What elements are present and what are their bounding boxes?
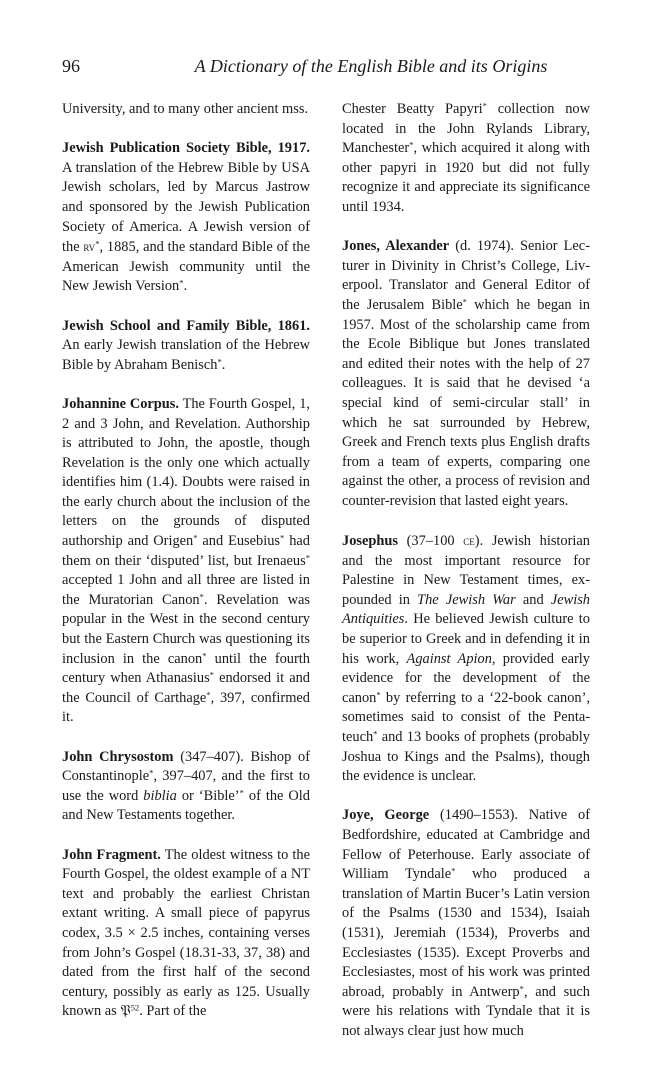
entry-continuation: Chester Beatty Papyri* collection now located in the John Rylands Library, Manchester*, which acquired it along with other papyri in 1920 but did not fully recognize it and appreciate its significance until 1934. (342, 100, 590, 215)
entry-continuation: University, and to many other ancient mss. (62, 101, 309, 117)
entry-josephus: Josephus (37–100 ce). Jewish historian and the most important resource for Palestine in New Testament times, expounded in The Jewish War and Jewish Antiquities. He believed Jewish culture to be superior to Greek and in defending it in his work, Against Apion, provided early evidence for the development of the canon* by referring to a ‘22-book canon’, sometimes said to consist of the Pentateuch* and 13 books of prophets (probably Joshua to Kings and the Psalms), though the evidence is unclear. (342, 533, 590, 785)
entry-headword: Jewish Publication Society Bible, 1917. (62, 140, 310, 157)
entry-jones-alexander: Jones, Alexander (d. 1974). Senior Lecturer in Divinity in Christ’s College, Liverpool. Translator and General Editor of the Jerusalem Bible* which he began in 1957. Most of the scholarship came from the Ecole Biblique but Jones translated and edited their notes with the help of 27 colleagues. It is said that he devised ‘a special kind of semi-circular stall’ in which he sat surrounded by Hebrew, Greek and French texts plus English drafts from a team of experts, comparing one against the other, a process of revision and counter-revision that lasted eight years. (342, 238, 591, 509)
page-header (62, 56, 588, 80)
entry-jewish-publication-society-bible: Jewish Publication Society Bible, 1917. A translation of the Hebrew Bible by USA Jewish scholars, led by Marcus Jastrow and sponsored by the Jewish Publication Society of America. A Jewish version of the rv*, 1885, and the standard Bible of the American Jewish community until the New Jewish Version*. (62, 140, 310, 295)
right-column (342, 100, 590, 1061)
entry-headword: Josephus (342, 533, 398, 550)
entry-john-chrysostom: John Chrysostom (347–407). Bishop of Constantinople*, 397–407, and the first to use the word biblia or ‘Bible’* of the Old and New Testaments together. (62, 748, 310, 824)
entry-headword: John Chrysostom (62, 748, 174, 765)
entry-headword: Jones, Alexander (342, 238, 450, 255)
page-number: 96 (62, 56, 80, 76)
entry-joye-george: Joye, George (1490–1553). Native of Bedfordshire, educated at Cambridge and Fellow of Peterhouse. Early associate of William Tyndale* who produced a translation of Martin Bucer’s Latin version of the Psalms (1530 and 1534), Isaiah (1531), Jeremiah (1534), Proverbs and Ecclesiastes (1535). Except Proverbs and Ecclesiastes, most of his work was printed abroad, probably in Antwerp*, and such were his relations with Tyndale that it is not always clear just how much (342, 807, 590, 1039)
entry-headword: John Fragment. (62, 846, 161, 863)
entry-john-fragment: John Fragment. The oldest witness to the Fourth Gospel, the oldest example of a NT text and probably the earliest Christan extant writing. A small piece of papyrus codex, 3.5 × 2.5 inches, containing verses from John’s Gospel (18.31-33, 37, 38) and dated from the first half of the second century, possibly as early as 125. Usually known as 𝔓$^{52}$. Part of the (62, 846, 310, 1020)
entry-jewish-school-and-family-bible: Jewish School and Family Bible, 1861. An early Jewish translation of the Hebrew Bible by Abraham Benisch*. (62, 317, 310, 373)
left-column (62, 100, 310, 1042)
running-title: A Dictionary of the English Bible and its Origins (194, 56, 548, 76)
entry-headword: Johannine Corpus. (62, 395, 179, 412)
entry-johannine-corpus: Johannine Corpus. The Fourth Gospel, 1, 2 and 3 John, and Revelation. Authorship is attributed to John, the apostle, though Revelation is the only one which actually identifies him (1.4). Doubts were raised in the early church about the inclusion of the letters on the grounds of disputed authorship and Origen* and Eusebius* had them on their ‘disputed’ list, but Irenaeus* accepted 1 John and all three are listed in the Muratorian Canon*. Revelation was popular in the West in the second century but the Eastern Church was questioning its inclusion in the canon* until the fourth century when Athanasius* endorsed it and the Council of Carthage*, 397, confirmed it. (62, 395, 310, 726)
entry-headword: Joye, George (342, 807, 430, 824)
entry-headword: Jewish School and Family Bible, 1861. (62, 317, 310, 334)
papyrus-symbol: 𝔓 (120, 1003, 131, 1020)
